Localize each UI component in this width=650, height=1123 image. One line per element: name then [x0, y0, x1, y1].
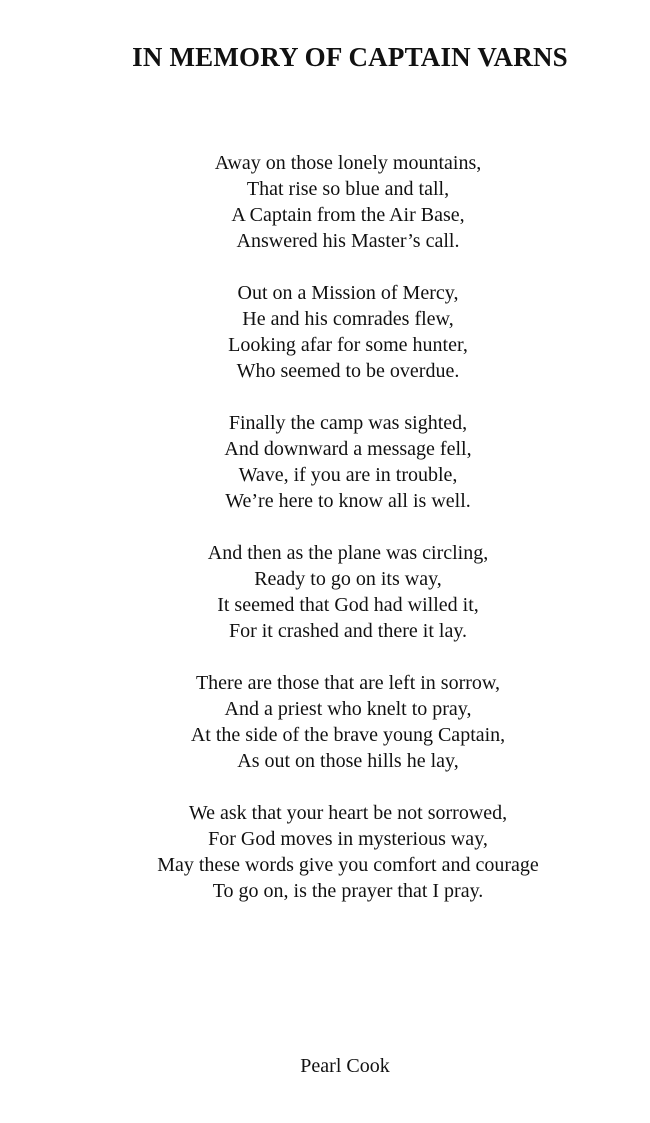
poem-line: And downward a message fell, — [224, 438, 472, 460]
poem-line: As out on those hills he lay, — [237, 750, 459, 772]
poem-line: That rise so blue and tall, — [246, 178, 450, 200]
poem-line: Ready to go on its way, — [254, 568, 442, 590]
stanza — [0, 670, 650, 774]
poem-line: Looking afar for some hunter, — [228, 334, 468, 356]
poem-title: IN MEMORY OF CAPTAIN VARNS — [132, 42, 568, 72]
poem-line: And a priest who knelt to pray, — [224, 698, 472, 720]
poem-body — [0, 150, 650, 930]
stanza — [0, 280, 650, 384]
stanza — [0, 150, 650, 254]
poem-line: Answered his Master’s call. — [236, 230, 460, 252]
poem-line: For it crashed and there it lay. — [228, 620, 468, 642]
author-name: Pearl Cook — [300, 1055, 390, 1077]
poem-line: It seemed that God had willed it, — [217, 594, 479, 616]
poem-line: May these words give you comfort and courage — [157, 854, 539, 876]
stanza — [0, 540, 650, 644]
poem-line: Who seemed to be overdue. — [236, 360, 460, 382]
poem-line: And then as the plane was circling, — [207, 542, 489, 564]
poem-line: We ask that your heart be not sorrowed, — [188, 802, 508, 824]
poem-line: At the side of the brave young Captain, — [190, 724, 506, 746]
poem-line: To go on, is the prayer that I pray. — [212, 880, 484, 902]
stanza — [0, 410, 650, 514]
poem-line: A Captain from the Air Base, — [231, 204, 465, 226]
poem-line: For God moves in mysterious way, — [208, 828, 488, 850]
poem-line: Wave, if you are in trouble, — [238, 464, 458, 486]
poem-line: Finally the camp was sighted, — [228, 412, 468, 434]
poem-line: There are those that are left in sorrow, — [195, 672, 501, 694]
poem-line: We’re here to know all is well. — [225, 490, 471, 512]
poem-line: He and his comrades flew, — [242, 308, 454, 330]
poem-line: Away on those lonely mountains, — [214, 152, 482, 174]
stanza — [0, 800, 650, 904]
poem-line: Out on a Mission of Mercy, — [237, 282, 459, 304]
